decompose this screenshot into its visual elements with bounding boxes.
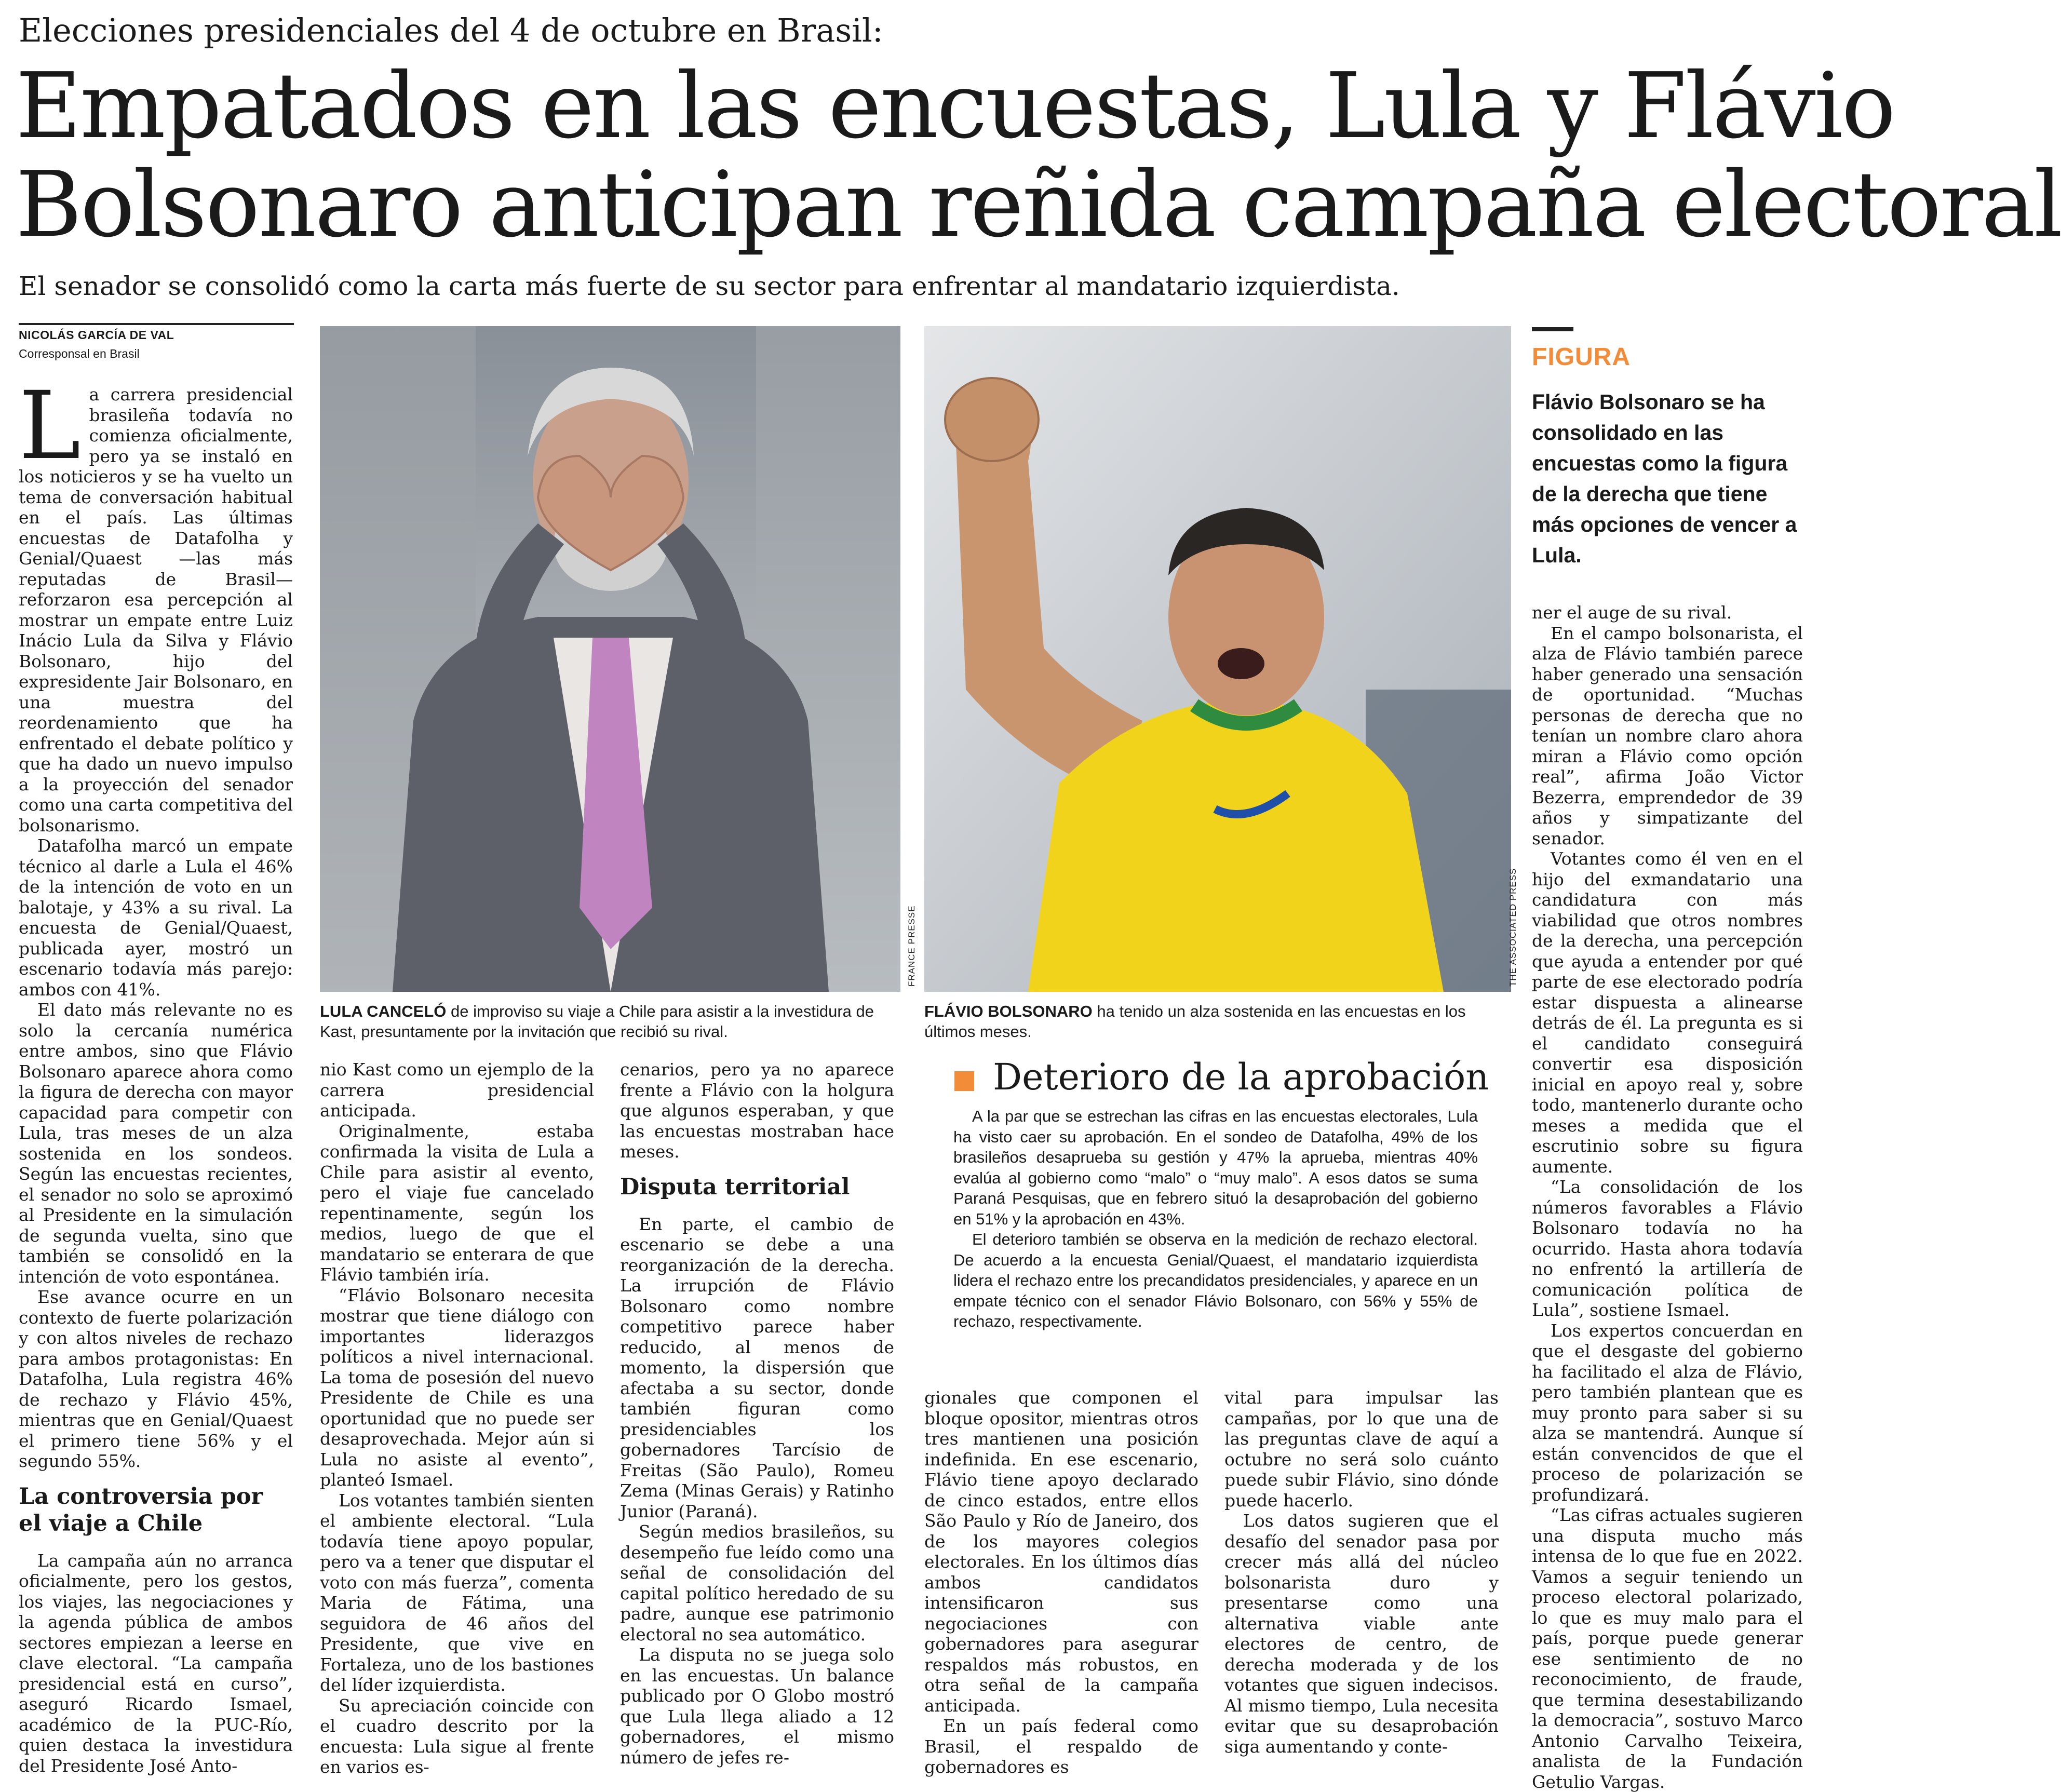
article-paragraph: cenarios, pero ya no aparece frente a Flávio con la holgura que algunos esperaban, y que las encuestas mostraban hace meses. bbox=[620, 1059, 894, 1162]
box-paragraph: A la par que se estrechan las cifras en las encuestas electorales, Lula ha visto caer su aprobación. En el sondeo de Datafolha, 49% de los brasileños desaprueba su gestión y 47% la aprueba, mientras 40% evalúa al gobierno como “malo” o “muy malo”. A esos datos se suma Paraná Pesquisas, que en febrero situó la desaprobación del gobierno en 51% y la aprobación en 43%. bbox=[953, 1107, 1478, 1228]
caption-lead: FLÁVIO BOLSONARO bbox=[924, 1002, 1093, 1020]
subhead-controversia: La controversia por el viaje a Chile bbox=[19, 1483, 263, 1537]
lula-photo-illustration bbox=[320, 326, 900, 992]
article-paragraph: Votantes como él ven en el hijo del exmandatario una candidatura con más viabilidad que otros nombres de la derecha, una percepción que ayuda a entender por qué parte de ese electorado podría estar dispuesta a alinearse detrás de él. La pregunta es si el candidato conseguirá convertir esa disposición inicial en apoyo real y, sobre todo, mantenerlo durante ocho meses a medida que el escrutinio sobre su figura aumente. bbox=[1532, 848, 1803, 1177]
article-paragraph: Según medios brasileños, su desempeño fue leído como una señal de consolidación del capital político heredado de su padre, aunque ese patrimonio electoral no sea automático. bbox=[620, 1521, 894, 1645]
article-paragraph: La disputa no se juega solo en las encuestas. Un balance publicado por O Globo mostró que Lula llega aliado a 12 gobernadores, el mismo número de jefes re- bbox=[620, 1645, 894, 1768]
headline-line-1: Empatados en las encuestas, Lula y Flávio bbox=[16, 53, 1894, 159]
sidebar-label: FIGURA bbox=[1532, 343, 1631, 371]
article-paragraph: Los expertos concuerdan en que el desgaste del gobierno ha facilitado el alza de Flávio, pero también plantean que es muy pronto para saber si su alza se mantendrá. Aunque sí están convencidos de que el proceso de polarización se profundizará. bbox=[1532, 1320, 1803, 1505]
photo-lula bbox=[320, 326, 900, 992]
flavio-photo-illustration bbox=[924, 326, 1511, 992]
kicker: Elecciones presidenciales del 4 de octubre en Brasil: bbox=[19, 11, 883, 49]
box-paragraph: El deterioro también se observa en la medición de rechazo electoral. De acuerdo a la encuesta Genial/Quaest, el mandatario izquierdista lidera el rechazo entre los precandidatos presidenciales, y aparece en un empate técnico con el senador Flávio Bolsonaro, con 56% y 55% de rechazo, respectivamente. bbox=[953, 1230, 1478, 1330]
article-paragraph: Datafolha marcó un empate técnico al darle a Lula el 46% de la intención de voto en un balotaje, y 43% a su rival. La encuesta de Genial/Quaest, publicada ayer, mostró un escenario todavía más parejo: ambos con 41%. bbox=[19, 836, 293, 1000]
column-5 bbox=[1224, 1387, 1499, 1757]
article-paragraph: nio Kast como un ejemplo de la carrera presidencial anticipada. bbox=[320, 1059, 594, 1121]
article-paragraph: a carrera presidencial brasileña todavía no comienza oficialmente, pero ya se instaló en los noticieros y se ha vuelto un tema de conversación habitual en el país. Las últimas encuestas de Datafolha y Genial/Quaest —las más reputadas de Brasil— reforzaron esa percepción al mostrar un empate entre Luiz Inácio Lula da Silva y Flávio Bolsonaro, hijo del expresidente Jair Bolsonaro, en una muestra del reordenamiento que ha enfrentado el debate político y que ha dado un nuevo impulso a la proyección del senador como una carta competitiva del bolsonarismo. bbox=[19, 384, 293, 836]
article-paragraph: En un país federal como Brasil, el respaldo de gobernadores es bbox=[924, 1716, 1198, 1777]
photo-caption-1 bbox=[320, 1001, 900, 1042]
article-paragraph: ner el auge de su rival. bbox=[1532, 602, 1732, 623]
column-1 bbox=[19, 372, 293, 1776]
box-square-icon bbox=[954, 1071, 974, 1091]
article-paragraph: vital para impulsar las campañas, por lo que una de las preguntas clave de aquí a octubre no será solo cuánto puede subir Flávio, sino dónde puede hacerlo. bbox=[1224, 1387, 1499, 1511]
sidebar-text: Flávio Bolsonaro se ha consolidado en las encuestas como la figura de la derecha que tiene más opciones de vencer a Lula. bbox=[1532, 390, 1797, 567]
article-paragraph: El dato más relevante no es solo la cercanía numérica entre ambos, sino que Flávio Bolsonaro aparece ahora como la figura de derecha con mayor capacidad para competir con Lula, tras meses de un alza sostenida en los sondeos. Según las encuestas recientes, el senador no solo se aproximó al Presidente en la simulación de segunda vuelta, sino que también se consolidó en la intención de voto espontánea. bbox=[19, 1000, 293, 1287]
article-paragraph: Originalmente, estaba confirmada la visita de Lula a Chile para asistir al evento, pero el viaje fue cancelado repentinamente, según los medios, luego de que el mandatario se enterara de que Flávio también iría. bbox=[320, 1121, 594, 1285]
photo-caption-2 bbox=[924, 1001, 1511, 1042]
article-paragraph: Los votantes también sienten el ambiente electoral. “Lula todavía tiene apoyo popular, pero va a tener que disputar el voto con más fuerza”, comenta Maria de Fátima, una seguidora de 46 años del Presidente, que vive en Fortaleza, uno de los bastiones del líder izquierdista. bbox=[320, 1490, 594, 1695]
column-3 bbox=[620, 1059, 894, 1768]
box-title: Deterioro de la aprobación bbox=[993, 1056, 1489, 1098]
article-paragraph: “La consolidación de los números favorables a Flávio Bolsonaro todavía no ha ocurrido. Hasta ahora todavía no enfrentó la artillería de comunicación política de Lula”, sostiene Ismael. bbox=[1532, 1177, 1803, 1320]
headline-line-2: Bolsonaro anticipan reñida campaña electoral bbox=[16, 152, 2061, 258]
box-body bbox=[953, 1106, 1478, 1355]
byline-rule bbox=[19, 323, 294, 325]
article-paragraph: Ese avance ocurre en un contexto de fuerte polarización y con altos niveles de rechazo para ambos protagonistas: En Datafolha, Lula registra 46% de rechazo y Flávio 45%, mientras que en Genial/Quaest el primero tiene 56% y el segundo 55%. bbox=[19, 1287, 293, 1471]
column-4 bbox=[924, 1387, 1198, 1777]
column-6 bbox=[1532, 602, 1803, 1792]
article-paragraph: gionales que componen el bloque opositor, mientras otros tres mantienen una posición indefinida. En ese escenario, Flávio tiene apoyo declarado de cinco estados, entre ellos São Paulo y Río de Janeiro, dos de los mayores colegios electorales. En los últimos días ambos candidatos intensificaron sus negociaciones con gobernadores para asegurar respaldos más robustos, en otra señal de la campaña anticipada. bbox=[924, 1387, 1198, 1716]
subhead-disputa: Disputa territorial bbox=[620, 1174, 850, 1200]
caption-lead: LULA CANCELÓ bbox=[320, 1002, 447, 1020]
article-paragraph: Los datos sugieren que el desafío del senador pasa por crecer más allá del núcleo bolsonarista duro y presentarse como una alternativa viable ante electores de centro, de derecha moderada y de los votantes que siguen indecisos. Al mismo tiempo, Lula necesita evitar que su desaprobación siga aumentando y conte- bbox=[1224, 1511, 1499, 1757]
article-paragraph: “Flávio Bolsonaro necesita mostrar que tiene diálogo con importantes liderazgos políticos a nivel internacional. La toma de posesión del nuevo Presidente de Chile es una oportunidad que no puede ser desaprovechada. Mejor aún si Lula no asiste al evento”, planteó Ismael. bbox=[320, 1285, 594, 1490]
byline-author: NICOLÁS GARCÍA DE VAL bbox=[19, 328, 174, 342]
drop-cap: L bbox=[19, 372, 81, 480]
byline-role: Corresponsal en Brasil bbox=[19, 347, 140, 360]
photo-flavio bbox=[924, 326, 1511, 992]
photo-credit-2: THE ASSOCIATED PRESS bbox=[1508, 868, 1518, 987]
caption-text: de improviso su viaje a Chile para asistir a la investidura de Kast, presuntamente por la invitación que recibió su rival. bbox=[320, 1002, 874, 1041]
article-paragraph: En parte, el cambio de escenario se debe a una reorganización de la derecha. La irrupción de Flávio Bolsonaro como nombre competitivo parece haber reducido, al menos de momento, la dispersión que afectaba a su sector, donde también figuran como presidenciables los gobernadores Tarcísio de Freitas (São Paulo), Romeu Zema (Minas Gerais) y Ratinho Junior (Paraná). bbox=[620, 1214, 894, 1521]
article-paragraph: Su apreciación coincide con el cuadro descrito por la encuesta: Lula sigue al frente en varios es- bbox=[320, 1695, 594, 1777]
article-paragraph: “Las cifras actuales sugieren una disputa mucho más intensa de lo que fue en 2022. Vamos a seguir teniendo un proceso electoral polarizado, lo que es muy malo para el país, porque puede generar ese sentimiento de no reconocimiento, de fraude, que termina desestabilizando la democracia”, sostuvo Marco Antonio Carvalho Teixeira, analista de la Fundación Getulio Vargas. bbox=[1532, 1505, 1803, 1792]
caption-text: ha tenido un alza sostenida en las encuestas en los últimos meses. bbox=[924, 1002, 1466, 1041]
photo-credit-1: FRANCE PRESSE bbox=[907, 905, 917, 987]
sidebar-rule bbox=[1532, 327, 1573, 331]
article-paragraph: La campaña aún no arranca oficialmente, pero los gestos, los viajes, las negociaciones y la agenda pública de ambos sectores empiezan a leerse en clave electoral. “La campaña presidencial está en curso”, aseguró Ricardo Ismael, académico de la PUC-Río, quien destaca la investidura del Presidente José Anto- bbox=[19, 1550, 293, 1776]
article-paragraph: En el campo bolsonarista, el alza de Flávio también parece haber generado una sensación de oportunidad. “Muchas personas de derecha que no tenían un nombre claro ahora miran a Flávio como opción real”, afirma João Victor Bezerra, emprendedor de 39 años y simpatizante del senador. bbox=[1532, 623, 1803, 848]
deck: El senador se consolidó como la carta más fuerte de su sector para enfrentar al mandatario izquierdista. bbox=[19, 271, 1400, 301]
column-2 bbox=[320, 1059, 594, 1777]
